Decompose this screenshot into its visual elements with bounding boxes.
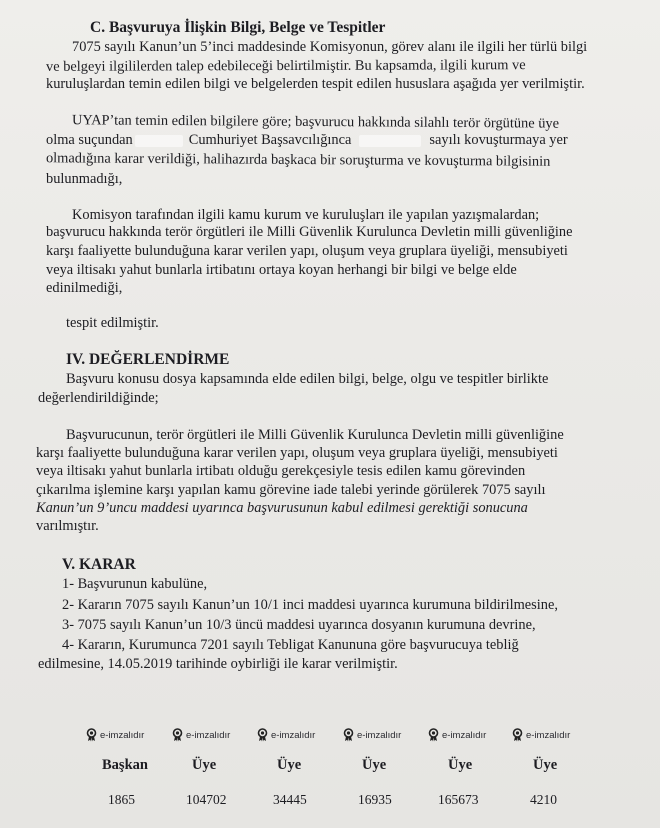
member-role: Üye [533,757,558,773]
member-role: Üye [448,757,473,773]
section-c-line-2: ve belgeyi ilgililerden talep edebileceği belirtilmiştir. Bu kapsamda, ilgili kurum ve [45,57,526,75]
member-role: Üye [277,757,302,773]
section-iv-body-5: Kanun’un 9’uncu maddesi uyarınca başvurusunun kabul edilmesi gerektiği sonucuna [36,500,528,516]
member-role: Üye [362,757,387,773]
karar-item-3: 3- 7075 sayılı Kanun’un 10/3 üncü maddesi uyarınca dosyanın kurumuna devrine, [62,617,536,633]
komisyon-line-5: edinilmediği, [46,280,123,296]
uyap-line-2 [46,132,568,148]
esign-label: e-imzalıdır [442,729,487,741]
section-iv-intro-1: Başvuru konusu dosya kapsamında elde edilen bilgi, belge, olgu ve tespitler birlikte [66,371,549,387]
member-number: 104702 [186,792,227,807]
esign-stamp [172,728,230,742]
section-iv-intro-2: değerlendirildiğinde; [38,390,159,406]
esign-stamp [257,728,315,742]
esign-label: e-imzalıdır [100,729,145,741]
esign-label: e-imzalıdır [186,729,231,741]
uyap-line-1: UYAP’tan temin edilen bilgilere göre; başvurucu hakkında silahlı terör örgütüne üye [71,112,560,132]
member-number: 4210 [530,792,557,807]
member-number: 165673 [438,792,479,807]
section-iv-body-4: çıkarılma işlemine karşı yapılan kamu görevine iade talebi yerinde görülerek 7075 sayılı [36,482,546,498]
komisyon-line-4: veya iltisakı yahut bunlarla irtibatını ortaya koyan herhangi bir bilgi ve belge elde [46,262,517,278]
komisyon-line-2: başvurucu hakkında terör örgütleri ile Milli Güvenlik Kurulunca Devletin milli güvenliğine [46,224,573,240]
uyap-line-2-c: sayılı kovuşturmaya yer [429,132,568,148]
uyap-line-2-a: olma suçundan [46,132,133,148]
section-c-line-1: 7075 sayılı Kanun’un 5’inci maddesinde Komisyonun, görev alanı ile ilgili her türlü bilgi [72,39,588,55]
signature-row [0,728,660,748]
member-number: 34445 [273,792,307,807]
uyap-line-3: olmadığına karar verildiği, halihazırda başkaca bir soruşturma ve kovuşturma bilgisinin [45,150,551,170]
redacted-block [135,135,183,147]
esign-stamp [343,728,401,742]
section-iv-heading: IV. DEĞERLENDİRME [66,351,230,368]
karar-item-4: 4- Kararın, Kurumunca 7201 sayılı Tebligat Kanununa göre başvurucuya tebliğ [62,637,519,653]
redacted-block [359,135,421,147]
section-iv-body-6: varılmıştır. [36,518,99,534]
karar-item-2: 2- Kararın 7075 sayılı Kanun’un 10/1 inci maddesi uyarınca kurumuna bildirilmesine, [62,597,558,613]
komisyon-line-3: karşı faaliyette bulunduğuna karar verilen yapı, oluşum veya gruplara üyeliği, mensubiyeti [46,243,568,259]
uyap-line-2-b: Cumhuriyet Başsavcılığınca [188,132,352,148]
signature-seal-icon [86,728,97,742]
section-iv-body-1: Başvurucunun, terör örgütleri ile Milli Güvenlik Kurulunca Devletin milli güvenliğine [66,427,564,443]
esign-label: e-imzalıdır [357,729,402,741]
member-number: 16935 [358,792,392,807]
tespit-line: tespit edilmiştir. [66,315,159,331]
komisyon-line-1: Komisyon tarafından ilgili kamu kurum ve kuruluşları ile yapılan yazışmalardan; [72,207,540,223]
signature-seal-icon [257,728,268,742]
section-iv-body-3: veya iltisakı yahut bunlarla irtibatı olduğu gerekçesiyle tesis edilen kamu görevinden [36,463,526,479]
member-role: Başkan [102,757,148,773]
signature-seal-icon [512,728,523,742]
karar-item-1: 1- Başvurunun kabulüne, [62,576,208,592]
signature-seal-icon [343,728,354,742]
esign-label: e-imzalıdır [526,729,571,741]
uyap-line-4: bulunmadığı, [46,171,123,187]
section-iv-body-2: karşı faaliyette bulunduğuna karar verilen yapı, oluşum veya gruplara üyeliği, mensubiyeti [36,445,558,461]
esign-stamp [428,728,486,742]
signature-seal-icon [428,728,439,742]
member-role: Üye [192,757,217,773]
section-v-heading: V. KARAR [62,556,136,573]
esign-stamp [86,728,144,742]
signature-seal-icon [172,728,183,742]
section-c-heading: C. Başvuruya İlişkin Bilgi, Belge ve Tespitler [90,19,386,36]
section-c-line-3: kuruluşlardan temin edilen bilgi ve belgelerden tespit edilen hususlara aşağıda yer verilmiştir. [46,76,585,92]
esign-label: e-imzalıdır [271,729,316,741]
esign-stamp [512,728,570,742]
karar-item-4-cont: edilmesine, 14.05.2019 tarihinde oybirliği ile karar verilmiştir. [38,656,398,672]
member-number: 1865 [108,792,135,807]
